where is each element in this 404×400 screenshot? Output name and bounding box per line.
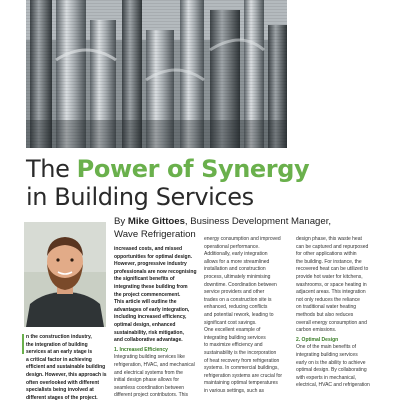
col4-line: recovered heat can be utilized to: [296, 266, 369, 273]
col1-line: different stages of the project.: [26, 394, 98, 400]
col3-line: integrating building services: [204, 334, 266, 341]
col2-intro-line: optimal design, enhanced: [114, 321, 176, 328]
col4-line: for other applications within: [296, 251, 357, 258]
column-2: [114, 246, 198, 400]
col4-body-line: early on is the ability to achieve: [296, 359, 366, 366]
col4-body-line: One of the main benefits of: [296, 344, 357, 351]
col4-body-line: integrating building services: [296, 351, 358, 358]
column-4: [296, 236, 384, 390]
col3-line: service providers and other: [204, 289, 265, 296]
col2-intro-line: increased costs, and missed: [114, 246, 183, 252]
section-heading-optimal-design: 2. Optimal Design: [296, 336, 339, 343]
col3-line: Additionally, early integration: [204, 251, 268, 258]
title-line2: in Building Services: [26, 183, 254, 211]
col3-line: installation and construction: [204, 266, 266, 273]
col4-line: adjacent areas. This integration: [296, 289, 366, 296]
col4-line: washrooms, or space heating in: [296, 281, 367, 288]
col4-line: provide hot water for kitchens,: [296, 273, 363, 280]
column-1: [26, 334, 108, 400]
col4-body-line: electrical, HVAC and refrigeration: [296, 382, 370, 389]
col2-body-line: different project contributors. This: [114, 392, 189, 399]
byline-company: Wave Refrigeration: [114, 229, 196, 240]
col3-line: sustainability is the incorporation: [204, 349, 277, 356]
hero-photo: [26, 0, 287, 148]
author-portrait: [24, 222, 106, 327]
col4-body-line: with experts in mechanical,: [296, 374, 357, 381]
col2-intro-line: sustainability, risk mitigation,: [114, 329, 184, 336]
col2-intro-line: opportunities for optimal design.: [114, 253, 193, 260]
byline-by: By: [114, 216, 128, 227]
col3-line: allows for a more streamlined: [204, 258, 270, 265]
col1-line: specialists being involved at: [26, 387, 94, 394]
title-prefix: The: [26, 155, 77, 183]
col3-line: of heat recovery from refrigeration: [204, 357, 280, 364]
duct-photo-icon: [26, 0, 287, 148]
col2-body-line: Integrating building services like: [114, 354, 185, 361]
section-heading-efficiency: 1. Increased Efficiency: [114, 346, 168, 353]
col2-intro-line: This article will outline the: [114, 299, 177, 306]
col3-line: and potential rework, leading to: [204, 311, 274, 318]
col1-line: design. However, this approach is: [26, 371, 107, 378]
col4-line: overall energy consumption and: [296, 319, 367, 326]
author-portrait-icon: [24, 222, 106, 327]
byline-role: , Business Development Manager,: [184, 216, 332, 227]
col3-line: One excellent example of: [204, 327, 261, 334]
col3-line: in various settings, such as: [204, 387, 265, 394]
col3-line: significant cost savings.: [204, 319, 257, 326]
col3-line: maintaining optimal temperatures: [204, 380, 278, 387]
col2-intro-line: advantages of early integration,: [114, 306, 190, 313]
col2-intro-line: the project commencement.: [114, 291, 181, 298]
col3-line: enhanced, reducing conflicts: [204, 304, 268, 311]
col1-line: often overlooked with different: [26, 379, 100, 386]
col4-line: not only reduces the reliance: [296, 296, 360, 303]
col4-line: can be captured and repurposed: [296, 243, 369, 250]
col1-line: services at an early stage is: [26, 349, 93, 356]
col3-line: process, ultimately minimising: [204, 273, 271, 280]
col2-intro-line: including increased efficiency,: [114, 314, 187, 321]
col2-intro-line: the significant benefits of: [114, 276, 175, 283]
col1-line: the integration of building: [26, 341, 88, 348]
col1-line: n the construction industry,: [26, 334, 92, 340]
col1-line: a critical factor in achieving: [26, 356, 92, 363]
col4-body-line: optimal design. By collaborating: [296, 367, 367, 374]
col3-line: trades on a construction site is: [204, 296, 272, 303]
col2-intro-line: and collaborative advantage.: [114, 337, 183, 344]
col3-line: refrigeration systems are crucial for: [204, 372, 283, 379]
col2-intro-line: integrating these building from: [114, 283, 188, 290]
title-accent: Power of Synergy: [76, 155, 310, 183]
col1-line: efficient and sustainable building: [26, 364, 106, 371]
column-3: [204, 236, 290, 395]
col4-line: on traditional water heating: [296, 304, 357, 311]
col2-body-line: refrigeration, HVAC, and mechanical: [114, 361, 195, 368]
col3-line: operational performance.: [204, 243, 260, 250]
col3-line: systems. In commercial buildings,: [204, 365, 279, 372]
article-title: [26, 155, 396, 211]
byline-author: Mike Gittoes: [127, 216, 185, 227]
drop-cap-bar: [22, 334, 24, 354]
col2-body-line: initial design phase allows for: [114, 377, 180, 384]
col3-line: downtime. Coordination between: [204, 281, 277, 288]
col4-line: methods but also reduces: [296, 311, 354, 318]
col2-intro-line: However, progressive industry: [114, 261, 187, 268]
col2-intro-line: professionals are now recognising: [114, 268, 197, 275]
col2-body-line: seamless coordination between: [114, 384, 185, 391]
col4-line: design phase, this waste heat: [296, 236, 362, 242]
col3-line: energy consumption and improved: [204, 236, 281, 242]
col2-body-line: and electrical systems from the: [114, 369, 183, 376]
col4-line: carbon emissions.: [296, 327, 337, 334]
col4-line: the building. For instance, the: [296, 258, 362, 265]
col3-line: to maximize efficiency and: [204, 342, 263, 349]
